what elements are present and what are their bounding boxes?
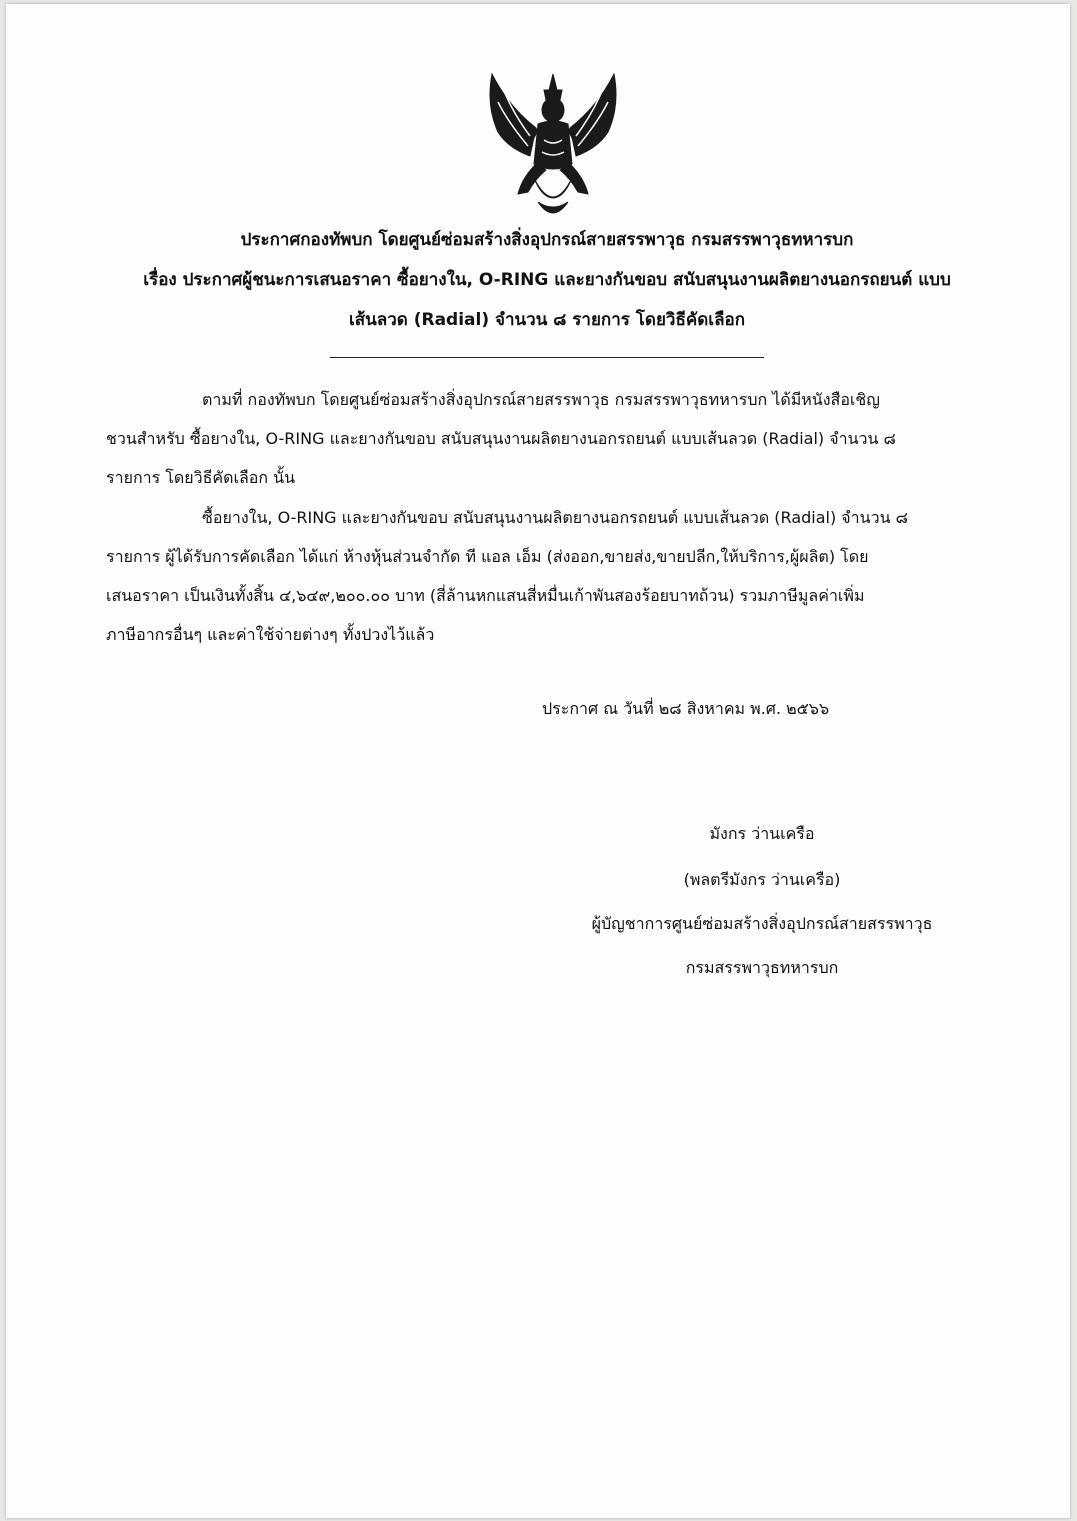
paragraph-line: รายการ ผู้ได้รับการคัดเลือก ได้แก่ ห้างหุ้นส่วนจำกัด ที แอล เอ็ม (ส่งออก,ขายส่ง,ขายปลีก,ให้บริการ,ผู้ผลิต) โดย bbox=[106, 547, 869, 566]
signatory-position-line2: กรมสรรพาวุธทหารบก bbox=[685, 958, 839, 977]
document-page bbox=[6, 4, 1070, 1518]
announcement-subject-line3: เส้นลวด (Radial) จำนวน ๘ รายการ โดยวิธีคัดเลือก bbox=[348, 310, 745, 330]
paragraph-line: เสนอราคา เป็นเงินทั้งสิ้น ๔,๖๔๙,๒๐๐.๐๐ บาท (สี่ล้านหกแสนสี่หมื่นเก้าพันสองร้อยบาทถ้วน) รวมภาษีมูลค่าเพิ่ม bbox=[106, 586, 865, 605]
body-paragraph-2 bbox=[106, 498, 966, 654]
paragraph-line: ภาษีอากรอื่นๆ และค่าใช้จ่ายต่างๆ ทั้งปวงไว้แล้ว bbox=[106, 625, 435, 644]
announcement-subject-line2: เรื่อง ประกาศผู้ชนะการเสนอราคา ซื้อยางใน, O-RING และยางกันขอบ สนับสนุนงานผลิตยางนอกรถยนต์ แบบ bbox=[143, 270, 951, 290]
paragraph-line: รายการ โดยวิธีคัดเลือก นั้น bbox=[106, 468, 296, 487]
garuda-emblem-icon bbox=[478, 66, 628, 226]
title-divider bbox=[330, 357, 764, 358]
announcement-date: ประกาศ ณ วันที่ ๒๘ สิงหาคม พ.ศ. ๒๕๖๖ bbox=[542, 699, 830, 718]
paragraph-line: ซื้อยางใน, O-RING และยางกันขอบ สนับสนุนงานผลิตยางนอกรถยนต์ แบบเส้นลวด (Radial) จำนวน ๘ bbox=[202, 508, 908, 527]
paragraph-line: ชวนสำหรับ ซื้อยางใน, O-RING และยางกันขอบ สนับสนุนงานผลิตยางนอกรถยนต์ แบบเส้นลวด (Radial) จำนวน ๘ bbox=[106, 429, 896, 448]
signatory-full-name: (พลตรีมังกร ว่านเครือ) bbox=[683, 870, 841, 889]
signature-name: มังกร ว่านเครือ bbox=[709, 824, 815, 843]
announcement-title-line1: ประกาศกองทัพบก โดยศูนย์ซ่อมสร้างสิ่งอุปกรณ์สายสรรพาวุธ กรมสรรพาวุธทหารบก bbox=[240, 230, 854, 250]
paragraph-line: ตามที่ กองทัพบก โดยศูนย์ซ่อมสร้างสิ่งอุปกรณ์สายสรรพาวุธ กรมสรรพาวุธทหารบก ได้มีหนังสือเชิญ bbox=[202, 390, 880, 409]
signatory-position-line1: ผู้บัญชาการศูนย์ซ่อมสร้างสิ่งอุปกรณ์สายสรรพาวุธ bbox=[591, 914, 933, 933]
body-paragraph-1 bbox=[106, 380, 966, 497]
